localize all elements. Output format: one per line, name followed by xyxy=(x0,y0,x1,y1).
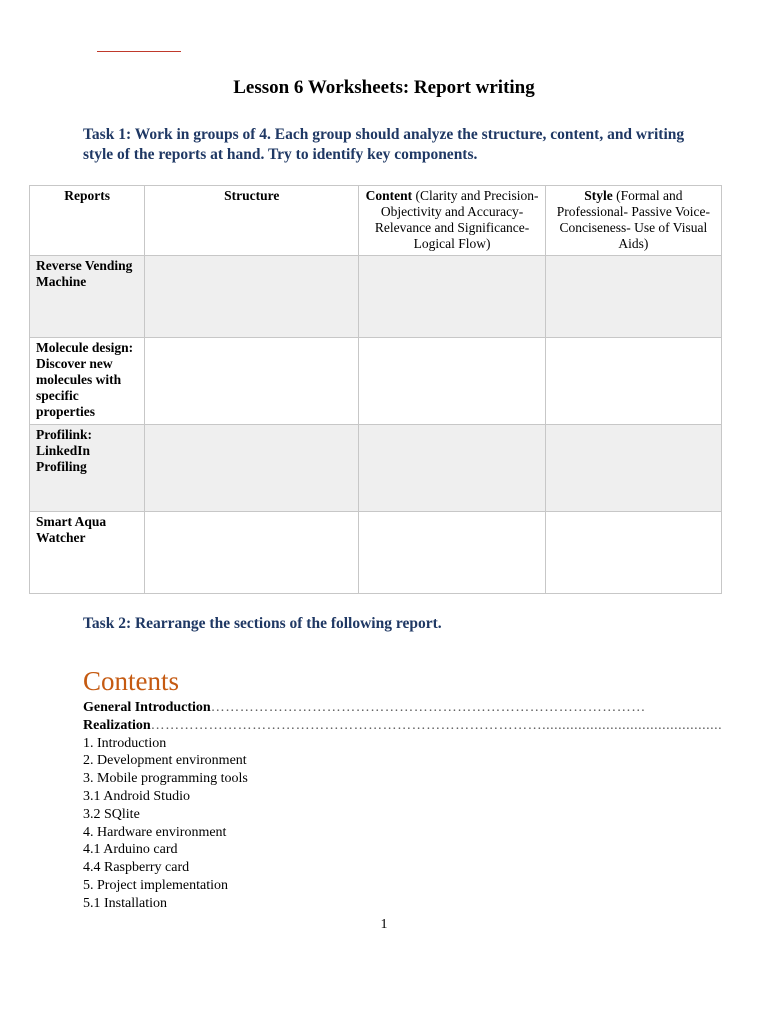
task-1-instruction: Task 1: Work in groups of 4. Each group should analyze the structure, content, and writing style of the reports at hand. Try to identify key components. xyxy=(83,126,685,163)
style-cell[interactable] xyxy=(545,338,721,425)
top-decorative-rule xyxy=(97,51,181,52)
header-style: Style (Formal and Professional- Passive Voice- Conciseness- Use of Visual Aids) xyxy=(545,186,721,256)
toc-item: 4.1 Arduino card xyxy=(83,842,178,858)
toc-item: 2. Development environment xyxy=(83,753,247,769)
row-label-reverse-vending: Reverse Vending Machine xyxy=(30,256,145,338)
toc-entry-general-introduction xyxy=(83,699,663,717)
toc-item: 1. Introduction xyxy=(83,735,167,751)
table-row xyxy=(30,425,722,512)
content-cell[interactable] xyxy=(359,338,545,425)
content-cell[interactable] xyxy=(359,512,545,594)
structure-cell[interactable] xyxy=(145,425,359,512)
table-row xyxy=(30,256,722,338)
table-header-row xyxy=(30,186,722,256)
header-reports: Reports xyxy=(30,186,145,256)
analysis-table xyxy=(29,185,722,594)
row-label-smart-aqua: Smart Aqua Watcher xyxy=(30,512,145,594)
row-label-profilink: Profilink: LinkedIn Profiling xyxy=(30,425,145,512)
style-cell[interactable] xyxy=(545,512,721,594)
task-2-instruction: Task 2: Rearrange the sections of the following report. xyxy=(83,615,442,632)
header-content: Content (Clarity and Precision- Objectivity and Accuracy- Relevance and Significance- Logical Flow) xyxy=(359,186,545,256)
page-title: Lesson 6 Worksheets: Report writing xyxy=(233,77,535,98)
toc-item: 3. Mobile programming tools xyxy=(83,771,248,787)
toc-item: 3.2 SQlite xyxy=(83,806,140,822)
page-number: 1 xyxy=(380,917,388,932)
toc-item: 4. Hardware environment xyxy=(83,824,227,840)
style-cell[interactable] xyxy=(545,256,721,338)
row-label-molecule-design: Molecule design: Discover new molecules with specific properties xyxy=(30,338,145,425)
structure-cell[interactable] xyxy=(145,512,359,594)
toc-item: 4.4 Raspberry card xyxy=(83,860,190,876)
toc-item: 5.1 Installation xyxy=(83,895,167,911)
toc-leader-dots: ……………………………………………………………………………… xyxy=(210,700,646,715)
toc-entry-label: General Introduction xyxy=(83,700,211,715)
content-cell[interactable] xyxy=(359,256,545,338)
content-cell[interactable] xyxy=(359,425,545,512)
toc-item: 5. Project implementation xyxy=(83,877,229,893)
toc-entry-realization xyxy=(83,717,723,735)
toc-leader-dots: ………………………………………………………………………............................................. xyxy=(150,717,723,733)
table-row xyxy=(30,512,722,594)
structure-cell[interactable] xyxy=(145,256,359,338)
table-of-contents xyxy=(83,699,723,913)
toc-item: 3.1 Android Studio xyxy=(83,788,190,804)
style-cell[interactable] xyxy=(545,425,721,512)
contents-heading: Contents xyxy=(83,666,180,696)
header-structure: Structure xyxy=(145,186,359,256)
structure-cell[interactable] xyxy=(145,338,359,425)
table-row xyxy=(30,338,722,425)
toc-entry-label: Realization xyxy=(83,717,151,733)
